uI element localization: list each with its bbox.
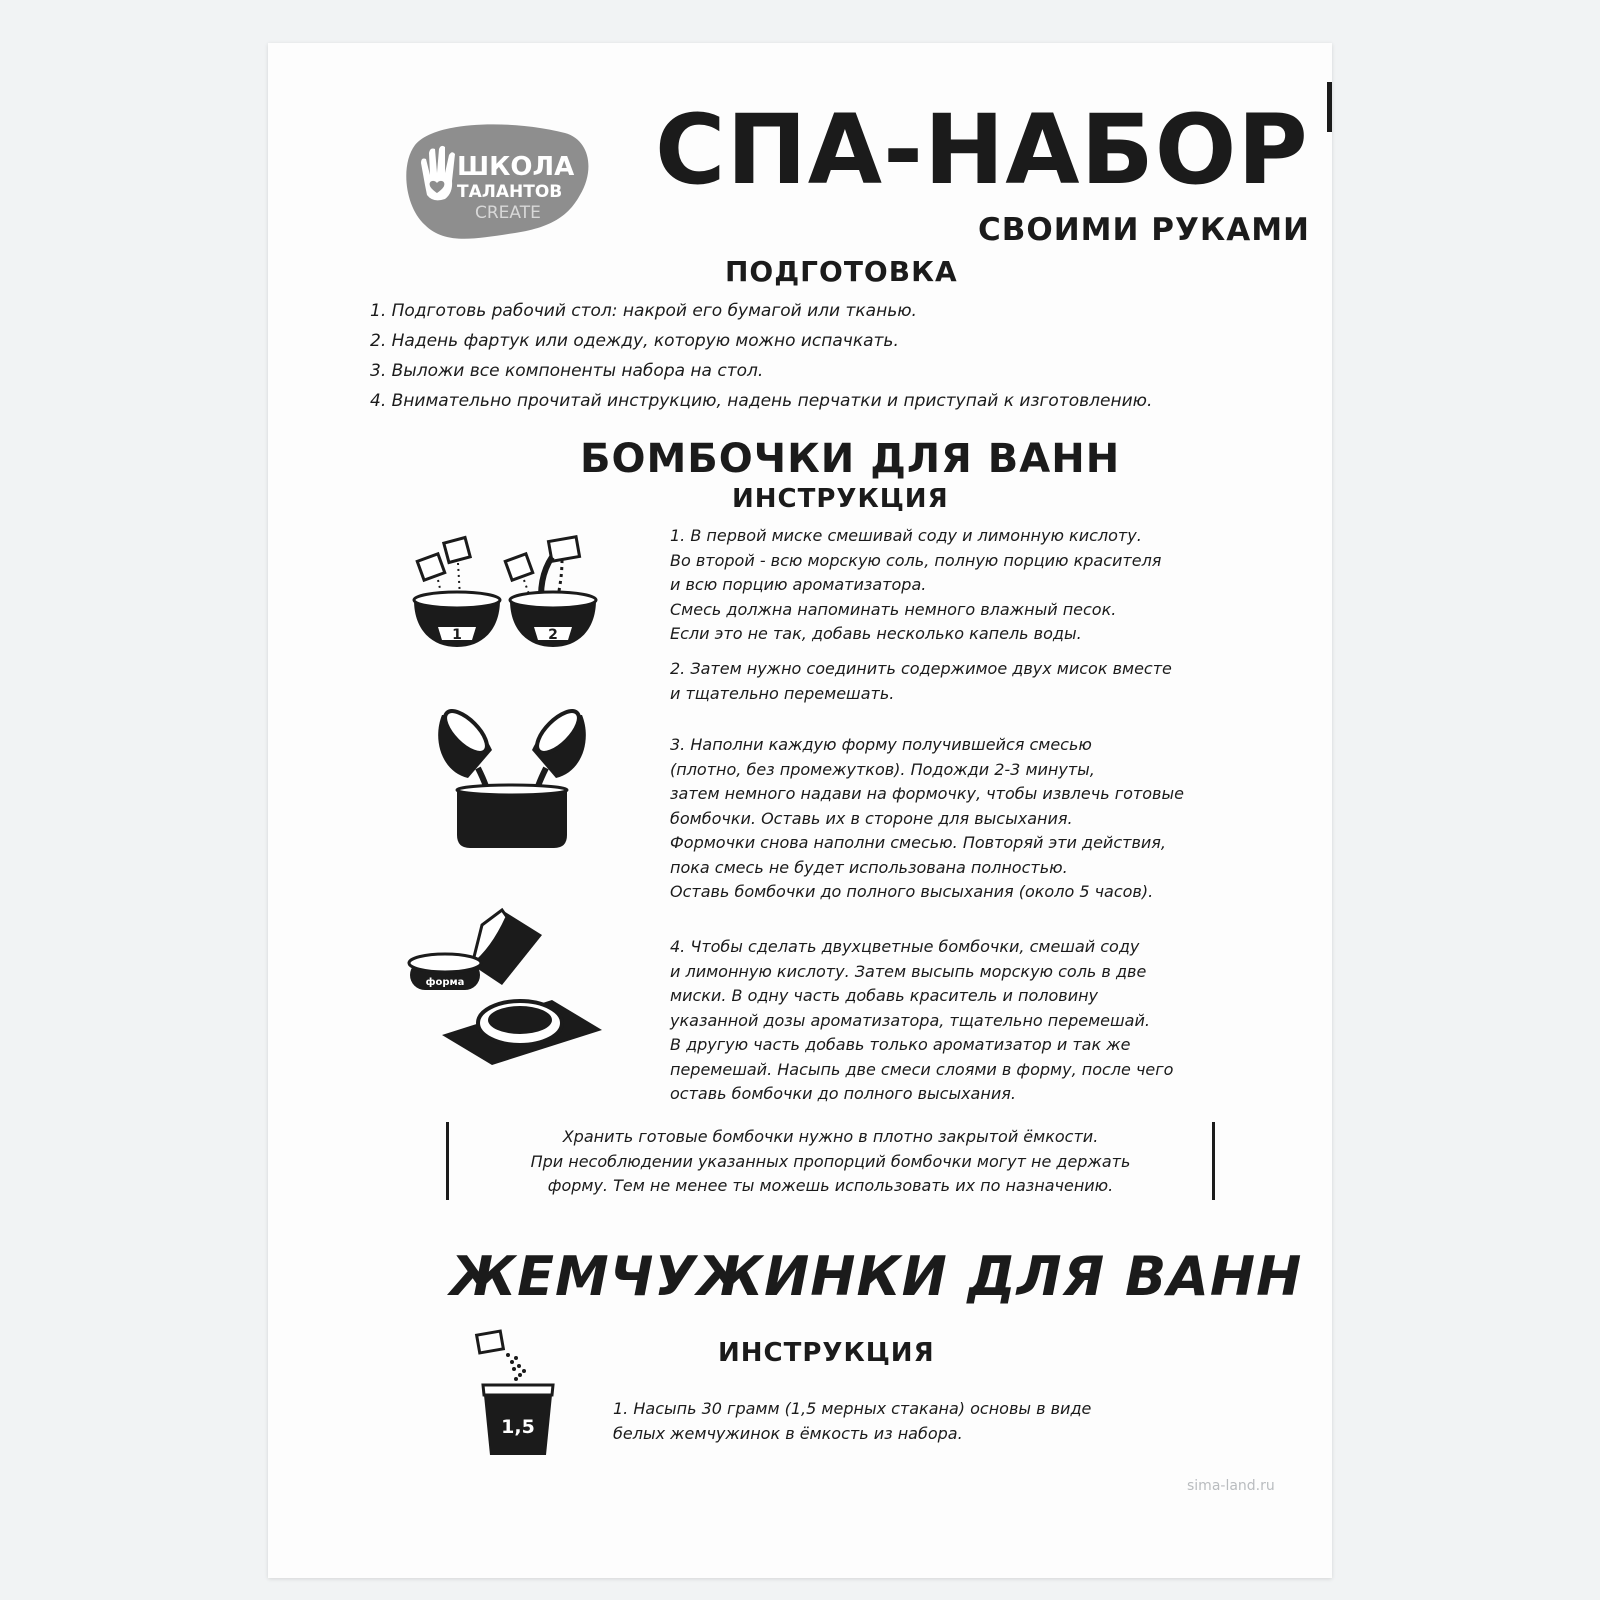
cup-label: 1,5 (501, 1416, 535, 1438)
preparation-heading: ПОДГОТОВКА (725, 255, 958, 288)
bath-pearls-heading: ЖЕМЧУЖИНКИ ДЛЯ ВАНН (450, 1245, 1303, 1308)
logo-line-2: ТАЛАНТОВ (457, 182, 563, 202)
brand-logo (395, 115, 595, 255)
mixing-bowls-icon (412, 535, 607, 650)
mold-icon (402, 905, 612, 1065)
sheet-edge-mark (1327, 82, 1332, 132)
preparation-list (370, 296, 1152, 416)
bowl-1-icon (414, 592, 500, 647)
bath-bombs-heading: БОМБОЧКИ ДЛЯ ВАНН (580, 436, 1121, 482)
list-item: 4. Внимательно прочитай инструкцию, надень перчатки и приступай к изготовлению. (370, 391, 1153, 411)
storage-note: Хранить готовые бомбочки нужно в плотно закрытой ёмкости. При несоблюдении указанных пропорций бомбочки могут не держать форму. Тем не менее ты можешь использовать их по назначению. (530, 1127, 1131, 1195)
bath-pearls-instruction-heading: ИНСТРУКЦИЯ (718, 1338, 935, 1368)
watermark: sima-land.ru (1187, 1478, 1275, 1494)
bath-pearls-step-1: 1. Насыпь 30 грамм (1,5 мерных стакана) основы в виде белых жемчужинок в ёмкость из набора. (613, 1399, 1092, 1443)
bath-bombs-step-3: 3. Наполни каждую форму получившейся смесью (плотно, без промежутков). Подожди 2-3 минуты, затем немного надави на формочку, чтобы извлечь готовые бомбочки. Оставь их в стороне для высыхания. Формочки снова наполни смесью. Повторяй эти действия, пока смесь не будет использована полностью. Оставь бомбочки до полного высыхания (около 5 часов). (670, 735, 1184, 901)
page-title: СПА-НАБОР (655, 94, 1309, 206)
svg-text:2: 2 (548, 627, 558, 643)
measuring-cup-icon (478, 1325, 558, 1460)
pouring-bowls-icon (432, 710, 592, 850)
logo-line-1: ШКОЛА (457, 152, 575, 182)
bowl-icon (457, 790, 567, 848)
bath-bombs-step-1: 1. В первой миске смешивай соду и лимонную кислоту. Во второй - всю морскую соль, полную порцию красителя и всю порцию ароматизатора. Смесь должна напоминать немного влажный песок. Если это не так, добавь несколько капель воды. (670, 526, 1162, 643)
page-subtitle: СВОИМИ РУКАМИ (978, 212, 1311, 248)
bath-bombs-step-4: 4. Чтобы сделать двухцветные бомбочки, смешай соду и лимонную кислоту. Затем высыпь морскую соль в две миски. В одну часть добавь краситель и половину указанной дозы ароматизатора, тщательно перемешай. В другую часть добавь только ароматизатор и так же перемешай. Насыпь две смеси слоями в форму, после чего оставь бомбочки до полного высыхания. (670, 937, 1174, 1103)
list-item: 2. Надень фартук или одежду, которую можно испачкать. (370, 331, 899, 351)
bowl-2-icon (510, 592, 596, 647)
svg-text:1: 1 (452, 627, 462, 643)
logo-line-3: CREATE (475, 203, 541, 223)
bath-bombs-step-2: 2. Затем нужно соединить содержимое двух мисок вместе и тщательно перемешать. (670, 659, 1172, 703)
mold-label: форма (425, 977, 465, 988)
list-item: 3. Выложи все компоненты набора на стол. (370, 361, 764, 381)
sachet-icon (417, 537, 579, 580)
bath-bombs-instruction-heading: ИНСТРУКЦИЯ (732, 484, 949, 514)
list-item: 1. Подготовь рабочий стол: накрой его бумагой или тканью. (370, 301, 917, 321)
